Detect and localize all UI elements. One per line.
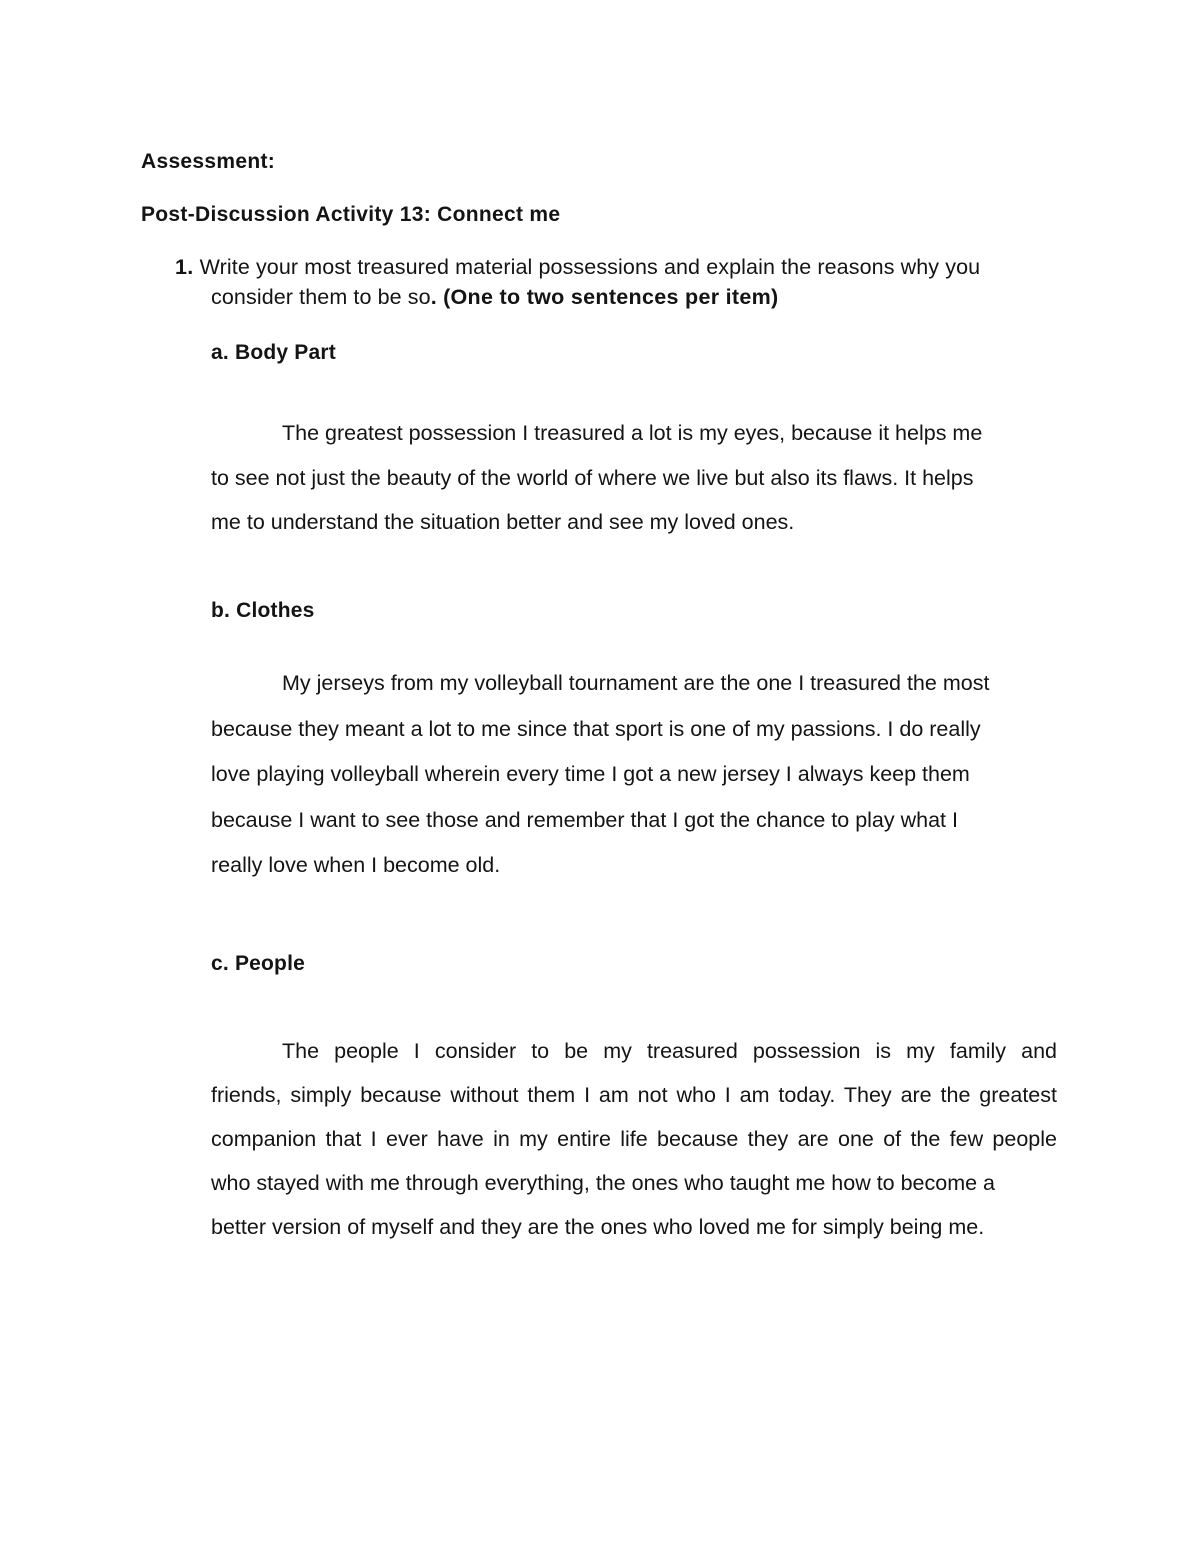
answer-line: friends, simply because without them I am not who I am today. They are the greatest xyxy=(211,1083,1057,1107)
question-text-2: consider them to be so xyxy=(211,285,431,309)
question-text-1: Write your most treasured material possessions and explain the reasons why you xyxy=(199,255,981,279)
section-answer-body-part xyxy=(211,418,1057,552)
assessment-heading: Assessment: xyxy=(141,150,276,173)
question-instruction: (One to two sentences per item) xyxy=(443,285,779,309)
answer-line: because they meant a lot to me since that sport is one of my passions. I do really xyxy=(211,716,981,741)
answer-line: The greatest possession I treasured a lot is my eyes, because it helps me xyxy=(282,421,983,445)
answer-line: who stayed with me through everything, the ones who taught me how to become a xyxy=(211,1171,996,1195)
answer-line: My jerseys from my volleyball tournament are the one I treasured the most xyxy=(282,671,990,695)
answer-line: me to understand the situation better and see my loved ones. xyxy=(211,510,795,534)
section-answer-people xyxy=(211,1036,1057,1256)
answer-line: to see not just the beauty of the world of where we live but also its flaws. It helps xyxy=(211,465,974,490)
answer-line: because I want to see those and remember that I got the chance to play what I xyxy=(211,807,958,832)
answer-line: better version of myself and they are the ones who loved me for simply being me. xyxy=(211,1215,985,1239)
section-label-people: c. People xyxy=(211,952,306,975)
section-label-body-part: a. Body Part xyxy=(211,341,336,364)
activity-title: Post-Discussion Activity 13: Connect me xyxy=(141,203,561,226)
answer-line: companion that I ever have in my entire life because they are one of the few people xyxy=(211,1127,1057,1151)
answer-line: The people I consider to be my treasured possession is my family and xyxy=(282,1039,1057,1063)
question-line-1 xyxy=(175,255,980,280)
section-label-clothes: b. Clothes xyxy=(211,599,315,622)
question-line-2 xyxy=(211,285,779,310)
answer-line: really love when I become old. xyxy=(211,853,501,877)
question-number: 1. xyxy=(175,255,194,279)
question-period: . xyxy=(430,285,437,309)
answer-line: love playing volleyball wherein every time I got a new jersey I always keep them xyxy=(211,762,970,786)
section-answer-clothes xyxy=(211,668,1057,896)
